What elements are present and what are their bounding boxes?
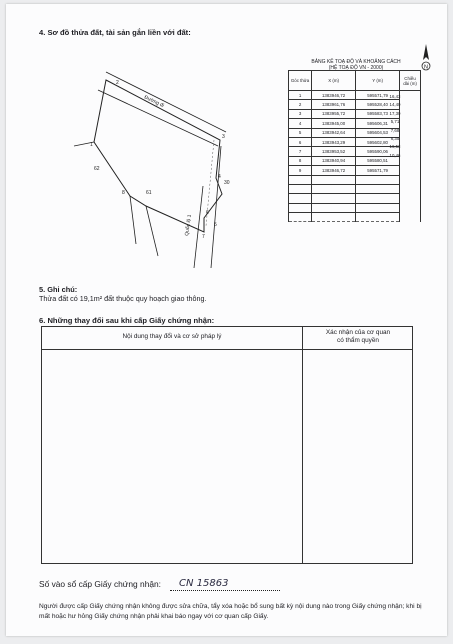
parcel-diagram xyxy=(46,46,296,271)
registration-label: Số vào sổ cấp Giấy chứng nhận: xyxy=(39,579,162,589)
vertex-label: 5 xyxy=(214,222,217,228)
section-5-title: 5. Ghi chú: xyxy=(39,285,78,294)
coord-point-cell: 9 xyxy=(289,166,312,175)
coord-point-cell: 4 xyxy=(289,119,312,128)
distance-cell xyxy=(400,100,421,109)
highway-label: Quốc lộ 1 xyxy=(184,214,193,237)
registration-dotted-line xyxy=(170,590,280,591)
registration-number: CN 15863 xyxy=(179,578,229,589)
distance-label: 16,43 xyxy=(389,94,401,99)
neighbor-line xyxy=(146,206,158,256)
header-divider xyxy=(42,349,412,350)
col-dist-header: Chiều dài (m) xyxy=(400,71,421,91)
neighbor-line xyxy=(130,196,136,244)
coord-x-cell: 1383940,94 xyxy=(312,156,356,165)
neighbor-number: 61 xyxy=(146,190,152,196)
road-label: Đường đi xyxy=(143,94,165,110)
coord-y-cell: 595528,40 xyxy=(356,100,400,109)
vertex-label: 2 xyxy=(116,80,119,86)
coord-table-title-line1: BẢNG KÊ TOẠ ĐỘ VÀ KHOẢNG CÁCH xyxy=(311,59,401,65)
vertex-label: 4 xyxy=(218,174,221,180)
coord-row xyxy=(289,213,421,222)
coord-x-cell: 1383961,76 xyxy=(312,100,356,109)
coord-x-cell: 1383946,72 xyxy=(312,91,356,100)
coord-point-cell: 1 xyxy=(289,91,312,100)
coord-empty-cell xyxy=(356,203,400,212)
vertex-label: 3 xyxy=(222,134,225,140)
coord-empty-cell xyxy=(312,184,356,193)
coord-x-cell: 1383942,64 xyxy=(312,128,356,137)
neighbor-number: 62 xyxy=(94,166,100,172)
distance-cell xyxy=(400,213,421,222)
section-6-title: 6. Những thay đổi sau khi cấp Giấy chứng nhận: xyxy=(39,316,215,325)
vertex-label: 8 xyxy=(122,190,125,196)
coord-empty-cell xyxy=(289,184,312,193)
coord-row xyxy=(289,184,421,193)
coord-empty-cell xyxy=(312,203,356,212)
changes-table xyxy=(41,326,413,564)
coord-empty-cell xyxy=(289,203,312,212)
column-divider xyxy=(302,327,303,563)
distance-cell xyxy=(400,119,421,128)
col-x-header: X (m) xyxy=(312,71,356,91)
coord-row xyxy=(289,194,421,203)
distance-label: 16,53 xyxy=(389,144,401,150)
col-y-header: Y (m) xyxy=(356,71,400,91)
coord-point-cell: 3 xyxy=(289,109,312,118)
coord-y-cell: 595602,80 xyxy=(356,137,400,146)
coord-empty-cell xyxy=(356,194,400,203)
coord-row xyxy=(289,175,421,184)
coord-empty-cell xyxy=(312,213,356,222)
col-point-header: Góc thửa xyxy=(289,71,312,91)
vertex-label: 7 xyxy=(202,234,205,240)
highway-line xyxy=(194,186,203,268)
distance-cell xyxy=(400,203,421,212)
coord-empty-cell xyxy=(289,175,312,184)
distance-cell xyxy=(400,128,421,137)
distance-label: 6,35 xyxy=(390,136,400,141)
distance-cell xyxy=(400,156,421,165)
distance-label: 5,71 xyxy=(390,119,400,125)
coord-y-cell: 595580,51 xyxy=(356,156,400,165)
distance-cell xyxy=(400,91,421,100)
distance-cell xyxy=(400,109,421,118)
coord-point-cell: 5 xyxy=(289,128,312,137)
authority-header-line2: có thẩm quyền xyxy=(337,337,379,344)
coord-x-cell: 1383953,52 xyxy=(312,147,356,156)
coord-point-cell: 8 xyxy=(289,156,312,165)
distance-cell xyxy=(400,184,421,193)
distance-cell xyxy=(400,194,421,203)
coord-y-cell: 595583,73 xyxy=(356,109,400,118)
section-4-title: 4. Sơ đồ thửa đất, tài sản gắn liền với đất: xyxy=(39,28,191,37)
neighbor-number: 30 xyxy=(224,180,230,186)
coord-table-title-line2: (HỆ TOẠ ĐỘ VN - 2000) xyxy=(328,65,384,72)
coord-row xyxy=(289,203,421,212)
coord-x-cell: 1383946,72 xyxy=(312,166,356,175)
coord-y-cell: 595590,06 xyxy=(356,147,400,156)
distance-cell xyxy=(400,175,421,184)
distance-cell xyxy=(400,147,421,156)
coord-y-cell: 595606,31 xyxy=(356,119,400,128)
vertex-label: 6 xyxy=(206,210,209,216)
coord-empty-cell xyxy=(356,213,400,222)
distance-label: 7,68 xyxy=(390,127,400,133)
changes-content-header: Nội dung thay đổi và cơ sở pháp lý xyxy=(122,333,222,340)
authority-confirmation-header xyxy=(304,329,412,345)
section-5 xyxy=(39,285,206,303)
coord-empty-cell xyxy=(312,175,356,184)
distance-label: 10,46 xyxy=(389,152,401,158)
authority-header-line1: Xác nhận của cơ quan xyxy=(325,329,391,336)
distance-cell xyxy=(400,137,421,146)
distance-label: 14,40 xyxy=(389,102,401,108)
coord-x-cell: 1383943,29 xyxy=(312,137,356,146)
coord-row xyxy=(289,166,421,175)
vertex-label: 1 xyxy=(90,142,93,148)
coord-empty-cell xyxy=(356,184,400,193)
certificate-page xyxy=(6,4,447,636)
coord-empty-cell xyxy=(289,194,312,203)
coord-x-cell: 1383945,00 xyxy=(312,119,356,128)
svg-text:N: N xyxy=(424,64,428,71)
coord-x-cell: 1383955,72 xyxy=(312,109,356,118)
coord-point-cell: 6 xyxy=(289,137,312,146)
coord-point-cell: 2 xyxy=(289,100,312,109)
coord-empty-cell xyxy=(356,175,400,184)
coord-empty-cell xyxy=(312,194,356,203)
coord-y-cell: 595571,79 xyxy=(356,166,400,175)
coord-empty-cell xyxy=(289,213,312,222)
distance-cell xyxy=(400,166,421,175)
coord-y-cell: 595571,79 xyxy=(356,91,400,100)
section-5-note: Thửa đất có 19,1m² đất thuộc quy hoạch giao thông. xyxy=(39,294,207,303)
coord-y-cell: 595604,53 xyxy=(356,128,400,137)
coord-point-cell: 7 xyxy=(289,147,312,156)
footer-note: Người được cấp Giấy chứng nhận không được sửa chữa, tẩy xóa hoặc bổ sung bất kỳ nội dung nào trong Giấy chứng nhận; khi bị mất hoặc hư hỏng Giấy chứng nhận phải khai báo ngay với cơ quan cấp Giấy. xyxy=(39,603,422,620)
distance-label: 17,30 xyxy=(389,110,401,116)
